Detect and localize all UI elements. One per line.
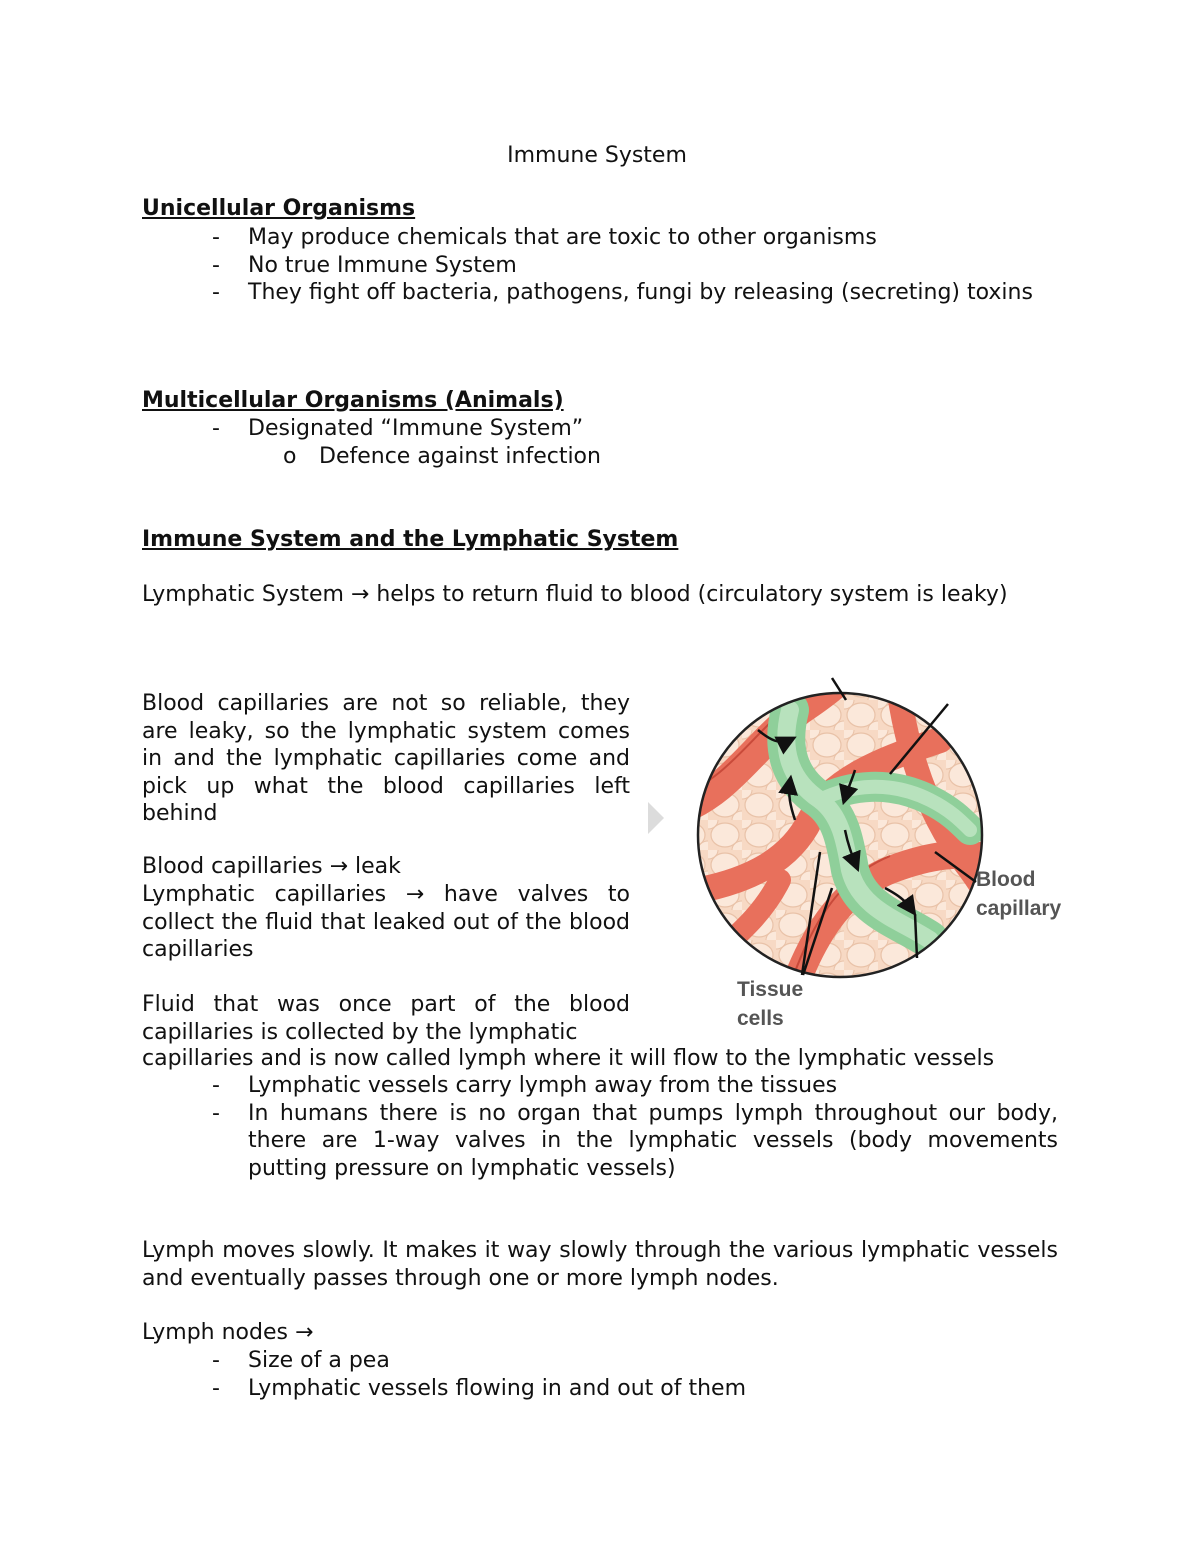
page-title: Immune System (507, 143, 687, 168)
unicellular-list (212, 224, 1058, 307)
multicellular-heading: Multicellular Organisms (Animals) (142, 388, 564, 413)
blood-capillary-label-line2: capillary (976, 897, 1062, 920)
bullet-dash: - (212, 1375, 220, 1401)
bullet-dash: - (212, 252, 220, 278)
lymph-nodes-list (212, 1347, 1058, 1402)
tissue-cells-label-line2: cells (737, 1007, 784, 1030)
blood-capillary-label-line1: Blood (976, 868, 1036, 891)
list-item: - In humans there is no organ that pumps lymph throughout our body, there are 1-way valves in the lymphatic vessels (body movements putting pressure on lymphatic vessels) (212, 1100, 1058, 1181)
lymph-moves-paragraph: Lymph moves slowly. It makes it way slowly through the various lymphatic vessels and eventually passes through one or more lymph nodes. (142, 1238, 1058, 1291)
list-item: - Designated “Immune System” (212, 416, 584, 441)
lymphatic-intro: Lymphatic System → helps to return fluid to blood (circulatory system is leaky) (142, 582, 1008, 607)
bullet-dash: - (212, 1348, 220, 1373)
bullet-dash: - (212, 416, 220, 441)
triangle-marker-icon (648, 802, 664, 834)
unicellular-heading: Unicellular Organisms (142, 196, 416, 221)
list-item: - They fight off bacteria, pathogens, fungi by releasing (secreting) toxins (212, 280, 1033, 305)
bullet-dash: - (212, 280, 220, 305)
lymph-nodes-label: Lymph nodes → (142, 1320, 314, 1345)
bullet-dash: - (212, 225, 220, 250)
list-item: - May produce chemicals that are toxic to other organisms (212, 225, 877, 250)
vessel-list (212, 1072, 1058, 1182)
lymphatic-capillaries-valves: Lymphatic capillaries → have valves to collect the fluid that leaked out of the blood capillaries (142, 882, 630, 962)
diagram-svg (640, 670, 1080, 1040)
fluid-paragraph-start: Fluid that was once part of the blood capillaries is collected by the lymphatic (142, 992, 630, 1045)
sub-bullet-marker: o (283, 444, 297, 469)
bullet-dash: - (212, 1100, 220, 1126)
list-item: - Lymphatic vessels carry lymph away from the tissues (212, 1073, 838, 1098)
list-item: - Size of a pea (212, 1348, 390, 1373)
fluid-paragraph-end: capillaries and is now called lymph where it will flow to the lymphatic vessels (142, 1046, 995, 1071)
list-item: - No true Immune System (212, 252, 517, 278)
list-item: - Lymphatic vessels flowing in and out of them (212, 1375, 746, 1401)
tissue-section (680, 670, 1000, 1000)
blood-capillaries-leak: Blood capillaries → leak (142, 854, 401, 879)
tissue-cells-label-line1: Tissue (737, 978, 804, 1001)
leaky-capillaries-paragraph: Blood capillaries are not so reliable, they are leaky, so the lymphatic system comes in and the lymphatic capillaries come and pick up what the blood capillaries left behind (142, 691, 630, 826)
multicellular-list (212, 415, 1058, 443)
sub-list-item: o Defence against infection (283, 444, 601, 469)
lymphatic-heading: Immune System and the Lymphatic System (142, 527, 679, 552)
bullet-dash: - (212, 1073, 220, 1098)
lymphatic-capillary-diagram (640, 670, 1080, 1040)
